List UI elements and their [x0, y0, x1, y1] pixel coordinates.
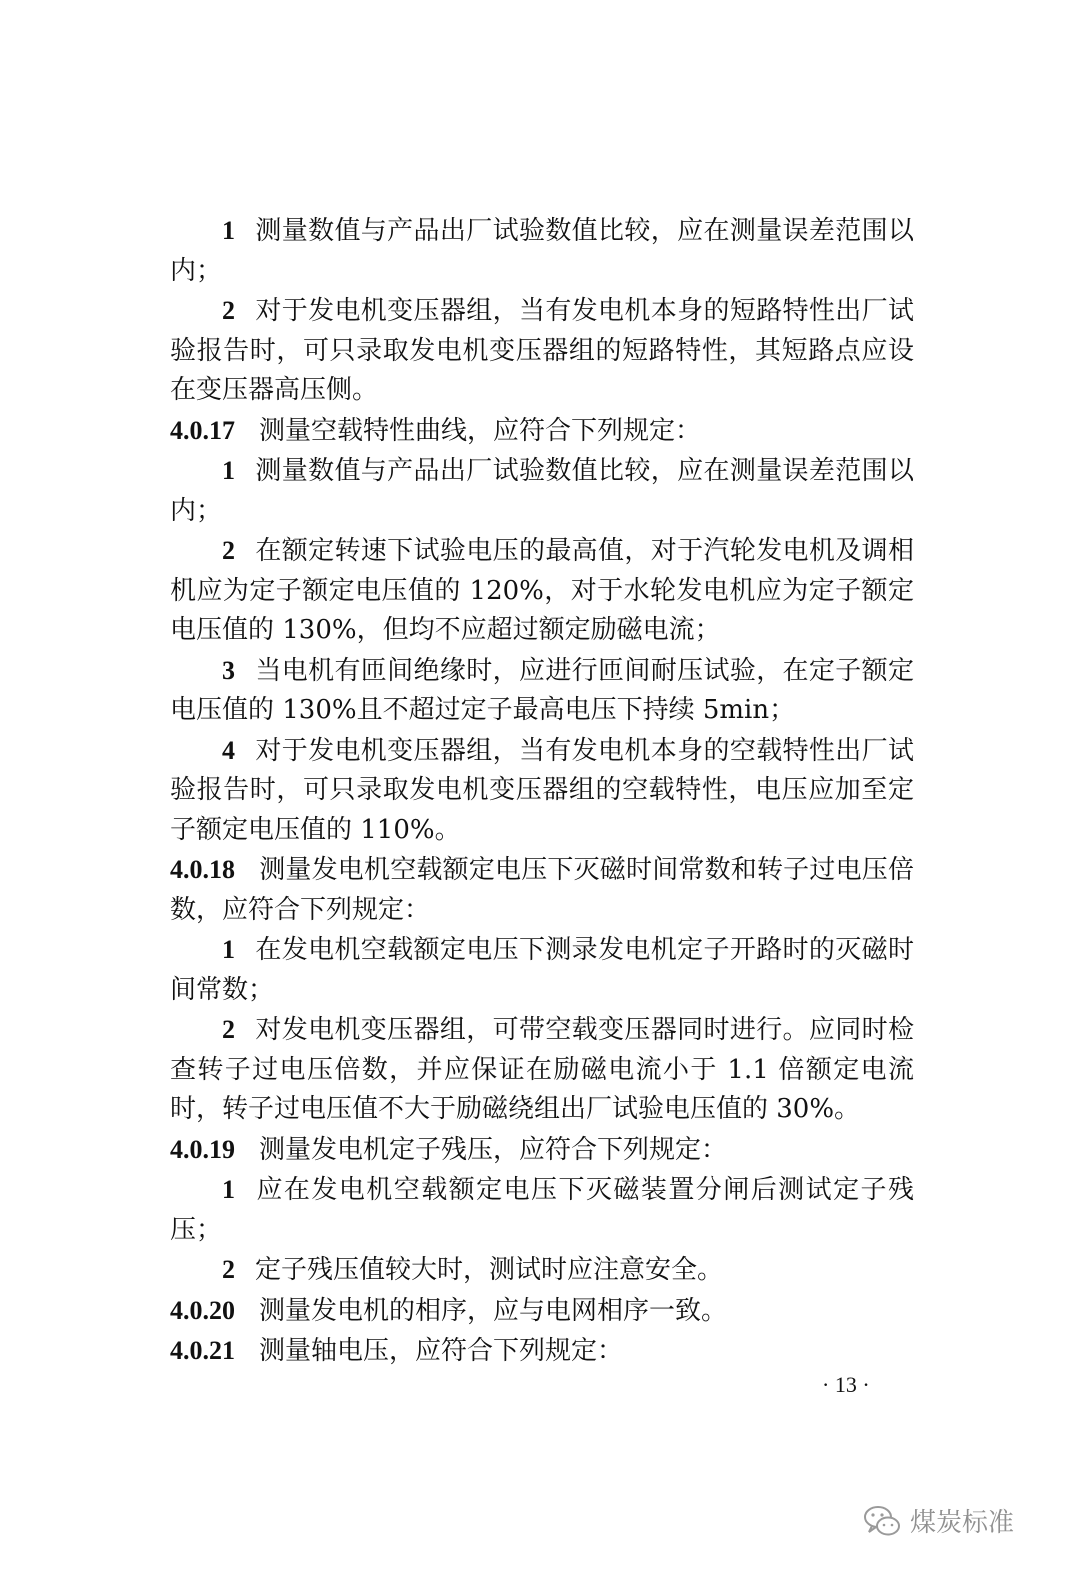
item-number: 4	[222, 735, 235, 765]
item-text: 当电机有匝间绝缘时，应进行匝间耐压试验，在定子额定电压值的 130%且不超过定子最高电压下持续 5min；	[170, 655, 914, 725]
list-item	[170, 531, 914, 651]
clause-number: 4.0.21	[170, 1336, 235, 1365]
item-text: 对于发电机变压器组，当有发电机本身的空载特性出厂试验报告时，可只录取发电机变压器组的空载特性，电压应加至定子额定电压值的 110%。	[170, 735, 914, 845]
item-number: 2	[222, 536, 235, 565]
item-number: 1	[222, 1175, 235, 1204]
document-body	[170, 211, 914, 1372]
item-text: 测量数值与产品出厂试验数值比较，应在测量误差范围以内；	[170, 456, 914, 526]
item-text: 测量数值与产品出厂试验数值比较，应在测量误差范围以内；	[170, 216, 914, 286]
item-text: 应在发电机空载额定电压下灭磁装置分闸后测试定子残压；	[170, 1175, 914, 1245]
item-number: 1	[222, 456, 235, 485]
page-number: · 13 ·	[822, 1372, 870, 1397]
item-number: 2	[222, 1255, 235, 1284]
clause-heading	[170, 1130, 914, 1171]
item-number: 3	[222, 655, 235, 685]
clause-heading	[170, 411, 914, 452]
list-item	[170, 930, 914, 1010]
list-item	[170, 651, 914, 731]
clause-number: 4.0.20	[170, 1295, 235, 1325]
clause-number: 4.0.17	[170, 415, 235, 445]
clause-text: 测量空载特性曲线，应符合下列规定：	[259, 415, 702, 446]
clause-number: 4.0.18	[170, 855, 235, 884]
item-text: 对于发电机变压器组，当有发电机本身的短路特性出厂试验报告时，可只录取发电机变压器组的短路特性，其短路点应设在变压器高压侧。	[170, 296, 914, 405]
clause-text: 测量发电机空载额定电压下灭磁时间常数和转子过电压倍数，应符合下列规定：	[170, 855, 914, 925]
item-text: 在额定转速下试验电压的最高值，对于汽轮发电机及调相机应为定子额定电压值的 120%，对于水轮发电机应为定子额定电压值的 130%，但均不应超过额定励磁电流；	[170, 536, 914, 645]
item-text: 对发电机变压器组，可带空载变压器同时进行。应同时检查转子过电压倍数，并应保证在励磁电流小于 1.1 倍额定电流时，转子过电压值不大于励磁绕组出厂试验电压值的 30%。	[170, 1015, 914, 1124]
wechat-icon	[862, 1503, 902, 1539]
item-number: 2	[222, 1015, 235, 1044]
clause-text: 测量发电机定子残压，应符合下列规定：	[259, 1134, 728, 1165]
clause-heading	[170, 850, 914, 930]
item-number: 2	[222, 296, 235, 325]
watermark-text: 煤炭标准	[910, 1508, 1015, 1538]
clause-text: 测量发电机的相序，应与电网相序一致。	[259, 1295, 728, 1326]
clause-heading	[170, 1291, 914, 1332]
list-item	[170, 451, 914, 531]
list-item	[170, 1010, 914, 1130]
clause-heading	[170, 1331, 914, 1372]
clause-number: 4.0.19	[170, 1134, 235, 1164]
watermark	[862, 1502, 1014, 1539]
item-number: 1	[222, 935, 235, 964]
list-item	[170, 211, 914, 291]
item-number: 1	[222, 216, 235, 245]
item-text: 定子残压值较大时，测试时应注意安全。	[255, 1255, 724, 1285]
clause-text: 测量轴电压，应符合下列规定：	[259, 1336, 624, 1366]
list-item	[170, 291, 914, 411]
item-text: 在发电机空载额定电压下测录发电机定子开路时的灭磁时间常数；	[170, 935, 914, 1005]
list-item	[170, 1170, 914, 1250]
list-item	[170, 1250, 914, 1291]
list-item	[170, 731, 914, 851]
